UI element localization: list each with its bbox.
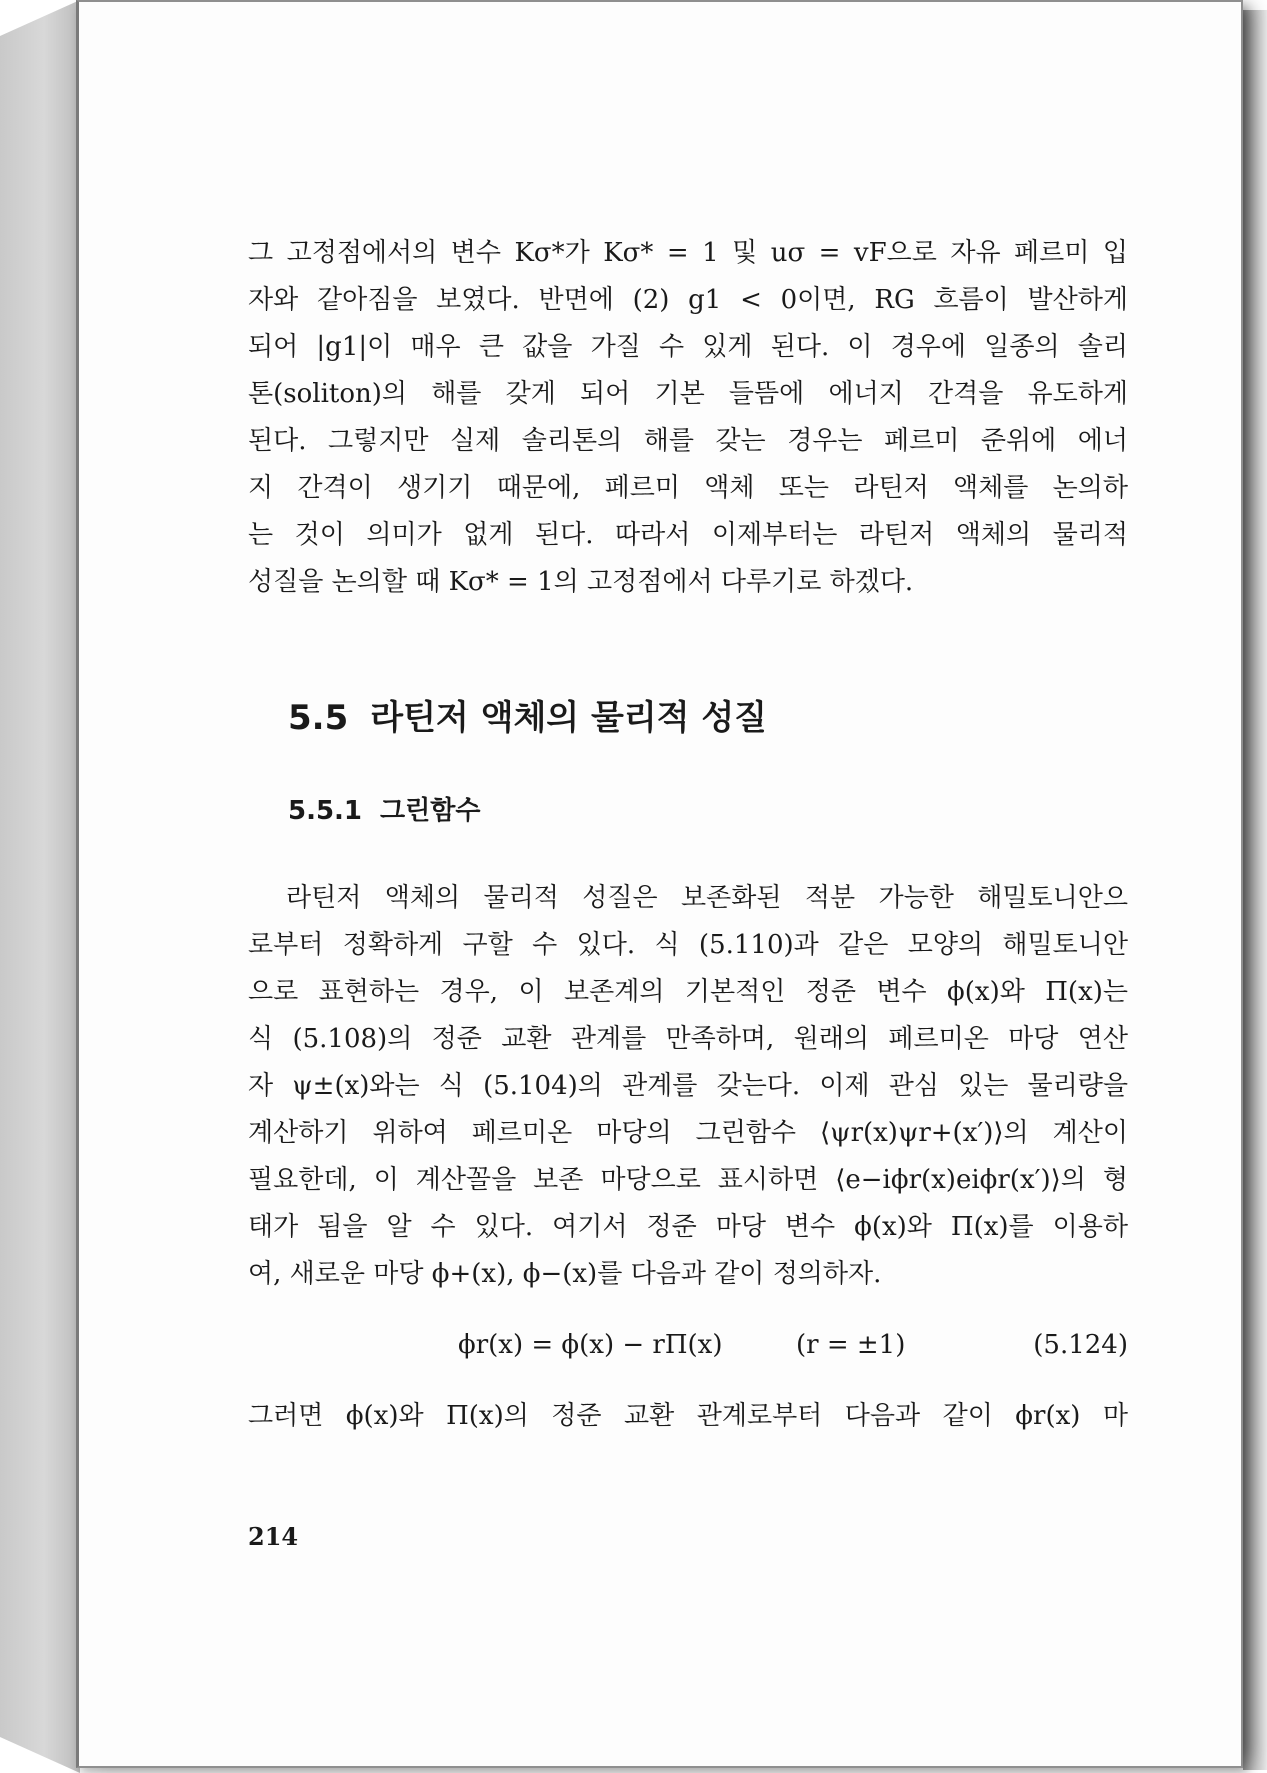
- subsection-heading: [288, 790, 481, 827]
- text-line: 으로 표현하는 경우, 이 보존계의 기본적인 정준 변수 ϕ(x)와 Π(x)는: [248, 977, 1128, 1007]
- page-edge-shadow: [1243, 10, 1267, 1770]
- text-line: 자와 같아짐을 보였다. 반면에 (2) g1 < 0이면, RG 흐름이 발산하게: [248, 285, 1128, 315]
- paragraph-body: [248, 875, 1128, 1298]
- text-line: 자 ψ±(x)와는 식 (5.104)의 관계를 갖는다. 이제 관심 있는 물리량을: [248, 1071, 1128, 1101]
- text-line: 는 것이 의미가 없게 된다. 따라서 이제부터는 라틴저 액체의 물리적: [248, 520, 1128, 550]
- section-title: 라틴저 액체의 물리적 성질: [370, 698, 768, 738]
- text-line: 계산하기 위하여 페르미온 마당의 그린함수 ⟨ψr(x)ψr+(x′)⟩의 계산이: [248, 1118, 1128, 1148]
- text-line: 된다. 그렇지만 실제 솔리톤의 해를 갖는 경우는 페르미 준위에 에너: [248, 426, 1128, 456]
- section-number: 5.5: [288, 698, 349, 738]
- text-line: 로부터 정확하게 구할 수 있다. 식 (5.110)과 같은 모양의 해밀토니안: [248, 930, 1128, 960]
- subsection-title: 그린함수: [380, 796, 481, 826]
- text-line: 여, 새로운 마당 ϕ+(x), ϕ−(x)를 다음과 같이 정의하자.: [248, 1259, 882, 1289]
- text-line: 지 간격이 생기기 때문에, 페르미 액체 또는 라틴저 액체를 논의하: [248, 473, 1128, 503]
- display-equation: [248, 1320, 1128, 1370]
- book-spine: [0, 0, 80, 1773]
- text-line: 식 (5.108)의 정준 교환 관계를 만족하며, 원래의 페르미온 마당 연산: [248, 1024, 1128, 1054]
- text-line: 필요한데, 이 계산꼴을 보존 마당으로 표시하면 ⟨e−iϕr(x)eiϕr(x′)⟩의 형: [248, 1165, 1128, 1195]
- paragraph-continuation: [248, 230, 1128, 606]
- section-heading: [288, 690, 767, 739]
- text-line: 라틴저 액체의 물리적 성질은 보존화된 적분 가능한 해밀토니안으: [286, 883, 1128, 913]
- text-line: 태가 됨을 알 수 있다. 여기서 정준 마당 변수 ϕ(x)와 Π(x)를 이용하: [248, 1212, 1128, 1242]
- text-line: 그 고정점에서의 변수 Kσ*가 Kσ* = 1 및 uσ = vF으로 자유 페르미 입: [248, 238, 1128, 268]
- equation-number: (5.124): [1033, 1330, 1128, 1360]
- text-line: 그러면 ϕ(x)와 Π(x)의 정준 교환 관계로부터 다음과 같이 ϕr(x) 마: [248, 1401, 1128, 1431]
- equation-condition: (r = ±1): [796, 1330, 906, 1360]
- text-line: 톤(soliton)의 해를 갖게 되어 기본 들뜸에 에너지 간격을 유도하게: [248, 379, 1128, 409]
- text-line: 되어 |g1|이 매우 큰 값을 가질 수 있게 된다. 이 경우에 일종의 솔리: [248, 332, 1128, 362]
- subsection-number: 5.5.1: [288, 796, 363, 826]
- equation-body: ϕr(x) = ϕ(x) − rΠ(x): [458, 1330, 723, 1360]
- text-line: 성질을 논의할 때 Kσ* = 1의 고정점에서 다루기로 하겠다.: [248, 567, 914, 597]
- page-number: 214: [248, 1522, 299, 1551]
- paragraph-after-equation: [248, 1393, 1128, 1440]
